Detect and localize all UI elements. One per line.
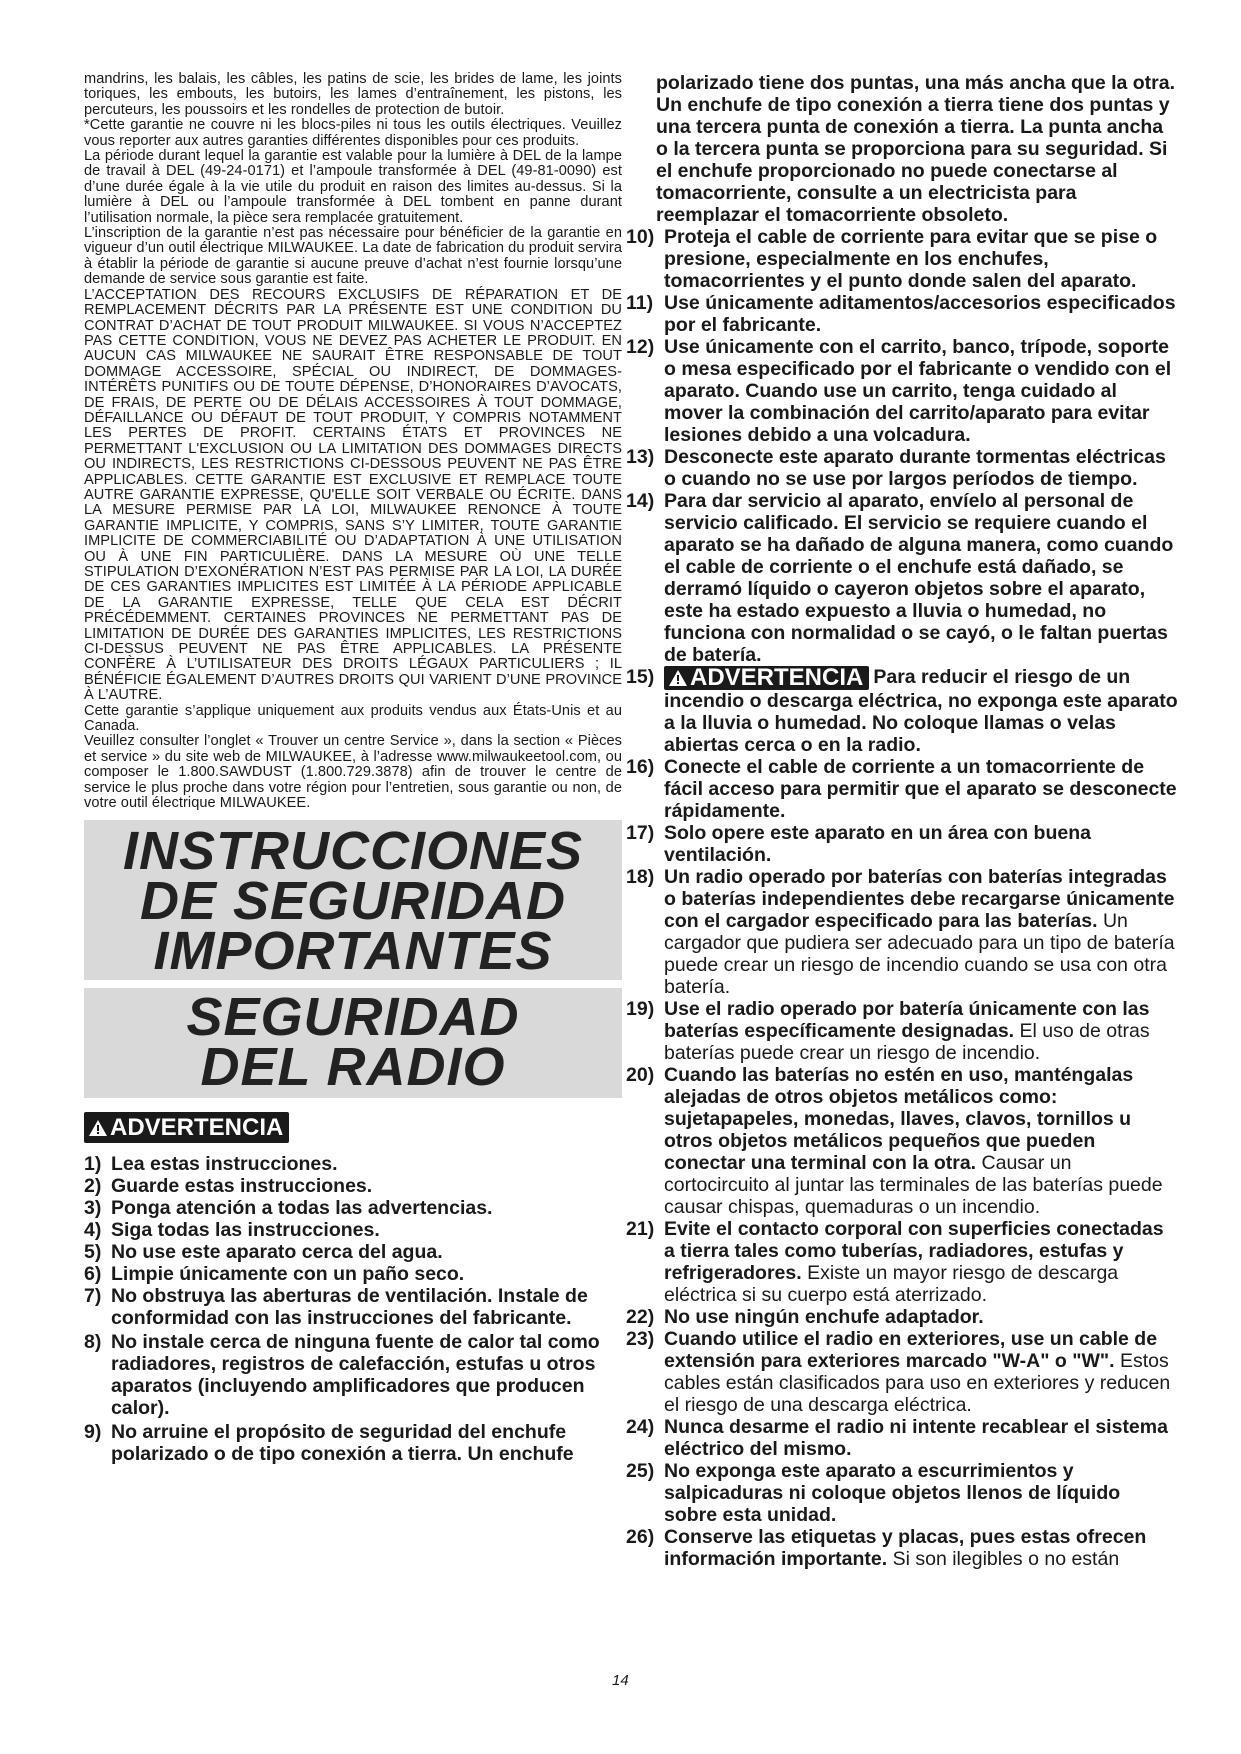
french-paragraph: *Cette garantie ne couvre ni les blocs-piles ni tous les outils électriques. Veuillez vous reporter aux autres garanties différentes disponibles pour ces produits. — [84, 117, 622, 149]
item-number: 23) — [626, 1328, 655, 1350]
item-bold: Cuando las baterías no estén en uso, manténgalas alejadas de otros objetos metálicos como: sujetapapeles, monedas, llaves, clavos, tornillos u otros objetos metálicos pequeños que pueden conectar una terminal con la otra. — [664, 1064, 1134, 1174]
item-plain: El uso de otras baterías puede crear un riesgo de incendio. — [664, 1020, 1150, 1064]
banner-line: DE SEGURIDAD — [139, 870, 567, 931]
list-item — [84, 1175, 622, 1197]
list-item — [84, 1285, 622, 1329]
item-number: 4) — [84, 1218, 102, 1241]
item-number: 5) — [84, 1240, 102, 1263]
french-paragraph: L’inscription de la garantie n’est pas nécessaire pour bénéficier de la garantie en vigueur d’un outil électrique MILWAUKEE. La date de fabrication du produit servira à établir la période de garantie si aucune preuve d’achat n’est fournie lorsqu’une demande de service sous garantie est faite. — [84, 225, 622, 288]
warning-header — [84, 1112, 622, 1143]
item-number: 8) — [84, 1330, 102, 1353]
item-number: 11) — [626, 292, 654, 314]
item-plain: Estos cables están clasificados para uso en exteriores y reducen el riesgo de una descarga eléctrica. — [664, 1350, 1171, 1416]
item-bold: Use el radio operado por batería únicamente con las baterías específicamente designadas. — [664, 998, 1150, 1042]
item-text: Solo opere este aparato en un área con buena ventilación. — [664, 822, 1091, 866]
french-paragraph: L’ACCEPTATION DES RECOURS EXCLUSIFS DE RÉPARATION ET DE REMPLACEMENT DÉCRITS PAR LA PRÉSENTE EST UNE CONDITION DU CONTRAT D’ACHAT DE TOUT PRODUIT MILWAUKEE. SI VOUS N’ACCEPTEZ PAS CETTE CONDITION, VOUS NE DEVEZ PAS ACHETER LE PRODUIT. EN AUCUN CAS MILWAUKEE NE SAURAIT ÊTRE RESPONSABLE DE TOUT DOMMAGE ACCESSOIRE, SPÉCIAL OU INDIRECT, DE DOMMAGES-INTÉRÊTS PUNITIFS OU DE TOUTE DÉPENSE, D’HONORAIRES D’AVOCATS, DE FRAIS, DE PERTE OU DE DÉLAIS ACCESSOIRES À TOUT DOMMAGE, DÉFAILLANCE OU DÉFAUT DE TOUT PRODUIT, Y COMPRIS NOTAMMENT LES PERTES DE PROFIT. CERTAINS ÉTATS ET PROVINCES NE PERMETTANT L'EXCLUSION OU LA LIMITATION DES DOMMAGES DIRECTS OU INDIRECTS, LES RESTRICTIONS CI-DESSOUS PEUVENT NE PAS ÊTRE APPLICABLES. CETTE GARANTIE EST EXCLUSIVE ET REMPLACE TOUTE AUTRE GARANTIE EXPRESSE, QU'ELLE SOIT VERBALE OU ÉCRITE. DANS LA MESURE PERMISE PAR LA LOI, MILWAUKEE RENONCE À TOUTE GARANTIE IMPLICITE, Y COMPRIS, SANS S’Y LIMITER, TOUTE GARANTIE IMPLICITE DE COMMERCIABILITÉ OU D’ADAPTATION À UNE UTILISATION OU À UNE FIN PARTICULIÈRE. DANS LA MESURE OÙ UNE TELLE STIPULATION D’EXONÉRATION N’EST PAS PERMISE PAR LA LOI, LA DURÉE DE CES GARANTIES IMPLICITES EST LIMITÉE À LA PÉRIODE APPLICABLE DE LA GARANTIE EXPRESSE, TELLE QUE CELA EST DÉCRIT PRÉCÉDEMMENT. CERTAINES PROVINCES NE PERMETTANT PAS DE LIMITATION DE DURÉE DES GARANTIES IMPLICITES, LES RESTRICTIONS CI-DESSUS PEUVENT NE PAS ÊTRE APPLICABLES. LA PRÉSENTE CONFÈRE À L’UTILISATEUR DES DROITS LÉGAUX PARTICULIERS ; IL BÉNÉFICIE ÉGALEMENT D’AUTRES DROITS QUI VARIENT D’UNE PROVINCE À L’AUTRE. — [84, 286, 622, 704]
warning-label: ADVERTENCIA — [690, 664, 864, 691]
list-item — [626, 1064, 1178, 1218]
item-plain: Existe un mayor riesgo de descarga eléctrica si su cuerpo está aterrizado. — [664, 1262, 1119, 1306]
list-item-continuation — [626, 72, 1178, 226]
list-item — [626, 1328, 1178, 1416]
item-text: Guarde estas instrucciones. — [111, 1174, 373, 1197]
warning-badge — [84, 1112, 289, 1143]
list-item — [84, 1263, 622, 1285]
list-item — [626, 1218, 1178, 1306]
list-item — [84, 1153, 622, 1175]
banner-seguridad-radio — [84, 988, 622, 1098]
warning-text: Para reducir el riesgo de un incendio o descarga eléctrica, no exponga este aparato a la lluvia o humedad. No coloque llamas o velas abiertas cerca o en la radio. — [664, 666, 1178, 756]
item-text — [664, 1328, 1178, 1416]
item-text: Proteja el cable de corriente para evitar que se pise o presione, especialmente en los enchufes, tomacorrientes y el punto donde salen del aparato. — [664, 226, 1158, 292]
item-text — [664, 1218, 1178, 1306]
list-item — [626, 1306, 1178, 1328]
item-text: polarizado tiene dos puntas, una más ancha que la otra. Un enchufe de tipo conexión a tierra tiene dos puntas y una tercera punta de conexión a tierra. La punta ancha o la tercera punta se proporciona para su seguridad. Si el enchufe proporcionado no puede conectarse al tomacorriente, consulte a un electricista para reemplazar el tomacorriente obsoleto. — [656, 72, 1176, 226]
item-number: 17) — [626, 822, 655, 844]
item-text: Para dar servicio al aparato, envíelo al personal de servicio calificado. El servicio se requiere cuando el aparato se ha dañado de alguna manera, como cuando el cable de corriente o el enchufe está dañado, se derramó líquido o cayeron objetos sobre el aparato, este ha estado expuesto a lluvia o humedad, no funciona con normalidad o se cayó, o le faltan puertas de batería. — [664, 490, 1174, 666]
list-item — [626, 756, 1178, 822]
item-plain: Un cargador que pudiera ser adecuado para un tipo de batería puede crear un riesgo de incendio cuando se usa con otra batería. — [664, 910, 1175, 998]
list-item — [84, 1421, 622, 1465]
item-text — [664, 1064, 1178, 1218]
banner-line: SEGURIDAD — [186, 986, 520, 1047]
item-text: No exponga este aparato a escurrimientos y salpicaduras ni coloque objetos llenos de líquido sobre esta unidad. — [664, 1460, 1121, 1526]
list-item — [626, 1460, 1178, 1526]
banner-line: IMPORTANTES — [153, 920, 553, 981]
list-item — [626, 866, 1178, 998]
item-number: 25) — [626, 1460, 655, 1482]
item-number: 15) — [626, 666, 655, 688]
item-text: Use únicamente aditamentos/accesorios especificados por el fabricante. — [664, 292, 1176, 336]
french-paragraph: Veuillez consulter l’onglet « Trouver un centre Service », dans la section « Pièces et service » du site web de MILWAUKEE, à l’adresse www.milwaukeetool.com, ou composer le 1.800.SAWDUST (1.800.729.3878) afin de trouver le centre de service le plus proche dans votre région pour l’entretien, sous garantie ou non, de votre outil électrique MILWAUKEE. — [84, 733, 622, 812]
item-number: 21) — [626, 1218, 655, 1240]
item-number: 6) — [84, 1262, 102, 1285]
item-text — [664, 1526, 1178, 1570]
item-number: 16) — [626, 756, 655, 778]
item-number: 9) — [84, 1420, 102, 1443]
list-item — [84, 1219, 622, 1241]
item-number: 19) — [626, 998, 655, 1020]
warning-triangle-icon — [668, 669, 688, 687]
item-bold: Un radio operado por baterías con baterías integradas o baterías independientes debe recargarse únicamente con el cargador especificado para las baterías. — [664, 866, 1175, 932]
item-text — [664, 666, 1178, 756]
safety-list-right — [626, 72, 1178, 1570]
warning-label: ADVERTENCIA — [110, 1113, 284, 1141]
item-text: No arruine el propósito de seguridad del enchufe polarizado o de tipo conexión a tierra. Un enchufe — [111, 1420, 574, 1465]
item-text: Ponga atención a todas las advertencias. — [111, 1196, 493, 1219]
french-paragraph: Cette garantie s’applique uniquement aux produits vendus aux États-Unis et au Canada. — [84, 702, 622, 735]
item-text — [664, 998, 1178, 1064]
item-text: No obstruya las aberturas de ventilación. Instale de conformidad con las instrucciones del fabricante. — [111, 1284, 588, 1329]
item-text: Siga todas las instrucciones. — [111, 1218, 380, 1241]
list-item — [84, 1197, 622, 1219]
item-bold: Evite el contacto corporal con superficies conectadas a tierra tales como tuberías, radiadores, estufas y refrigeradores. — [664, 1218, 1164, 1284]
french-paragraph: La période durant lequel la garantie est valable pour la lumière à DEL de la lampe de travail à DEL (49-24-0171) et l’ampoule transformée à DEL (49-81-0090) est d’une durée égale à la vie utile du produit en raison des limites au-dessus. Si la lumière à DEL ou l’ampoule transformée à DEL tombent en panne durant l’utilisation normale, la pièce sera remplacée gratuitement. — [84, 148, 622, 226]
left-column — [84, 72, 622, 1465]
banner-line: DEL RADIO — [200, 1036, 506, 1097]
french-warranty-text — [84, 72, 622, 812]
item-number: 20) — [626, 1064, 655, 1086]
item-number: 24) — [626, 1416, 655, 1438]
item-bold: Conserve las etiquetas y placas, pues estas ofrecen información importante. — [664, 1526, 1147, 1570]
item-number: 18) — [626, 866, 655, 888]
item-text: No use este aparato cerca del agua. — [111, 1240, 443, 1263]
banner-line: INSTRUCCIONES — [122, 820, 584, 881]
page-number: 14 — [612, 1672, 629, 1689]
item-text: No use ningún enchufe adaptador. — [664, 1306, 984, 1328]
item-number: 12) — [626, 336, 655, 358]
item-text — [664, 866, 1178, 998]
item-text: Lea estas instrucciones. — [111, 1152, 338, 1175]
item-number: 22) — [626, 1306, 655, 1328]
item-number: 10) — [626, 226, 655, 248]
item-number: 26) — [626, 1526, 655, 1548]
list-item-warning — [626, 666, 1178, 756]
list-item — [626, 1526, 1178, 1570]
item-text: Desconecte este aparato durante tormentas eléctricas o cuando no se use por largos períodos de tiempo. — [664, 446, 1166, 490]
inline-warning-badge — [664, 666, 869, 690]
item-text: Use únicamente con el carrito, banco, trípode, soporte o mesa especificado por el fabricante o vendido con el aparato. Cuando use un carrito, tenga cuidado al mover la combinación del carrito/aparato para evitar lesiones debido a una volcadura. — [664, 336, 1172, 446]
list-item — [84, 1241, 622, 1263]
banner-instrucciones — [84, 820, 622, 980]
item-bold: Cuando utilice el radio en exteriores, use un cable de extensión para exteriores marcado "W-A" o "W". — [664, 1328, 1158, 1372]
item-number: 2) — [84, 1174, 102, 1197]
item-text: Nunca desarme el radio ni intente recablear el sistema eléctrico del mismo. — [664, 1416, 1168, 1460]
list-item — [626, 446, 1178, 490]
list-item — [84, 1331, 622, 1419]
warning-triangle-icon — [88, 1119, 108, 1137]
item-number: 7) — [84, 1284, 102, 1307]
list-item — [626, 490, 1178, 666]
list-item — [626, 292, 1178, 336]
item-plain: Si son ilegibles o no están — [887, 1548, 1120, 1570]
item-text: Conecte el cable de corriente a un tomacorriente de fácil acceso para permitir que el aparato se desconecte rápidamente. — [664, 756, 1177, 822]
item-text: No instale cerca de ninguna fuente de calor tal como radiadores, registros de calefacción, estufas u otros aparatos (incluyendo amplificadores que producen calor). — [111, 1330, 600, 1419]
list-item — [626, 822, 1178, 866]
item-plain: Causar un cortocircuito al juntar las terminales de las baterías puede causar chispas, quemaduras o un incendio. — [664, 1152, 1163, 1218]
item-number: 3) — [84, 1196, 102, 1219]
list-item — [626, 226, 1178, 292]
item-text: Limpie únicamente con un paño seco. — [111, 1262, 465, 1285]
item-number: 1) — [84, 1152, 102, 1175]
item-number: 14) — [626, 490, 655, 512]
list-item — [626, 998, 1178, 1064]
item-number: 13) — [626, 446, 655, 468]
list-item — [626, 336, 1178, 446]
right-column — [626, 72, 1178, 1570]
safety-list-left — [84, 1153, 622, 1465]
list-item — [626, 1416, 1178, 1460]
french-paragraph: mandrins, les balais, les câbles, les patins de scie, les brides de lame, les joints toriques, les embouts, les butoirs, les lames d’entraînement, les pistons, les percuteurs, les poussoirs et les rondelles de protection de butoir. — [84, 71, 622, 118]
